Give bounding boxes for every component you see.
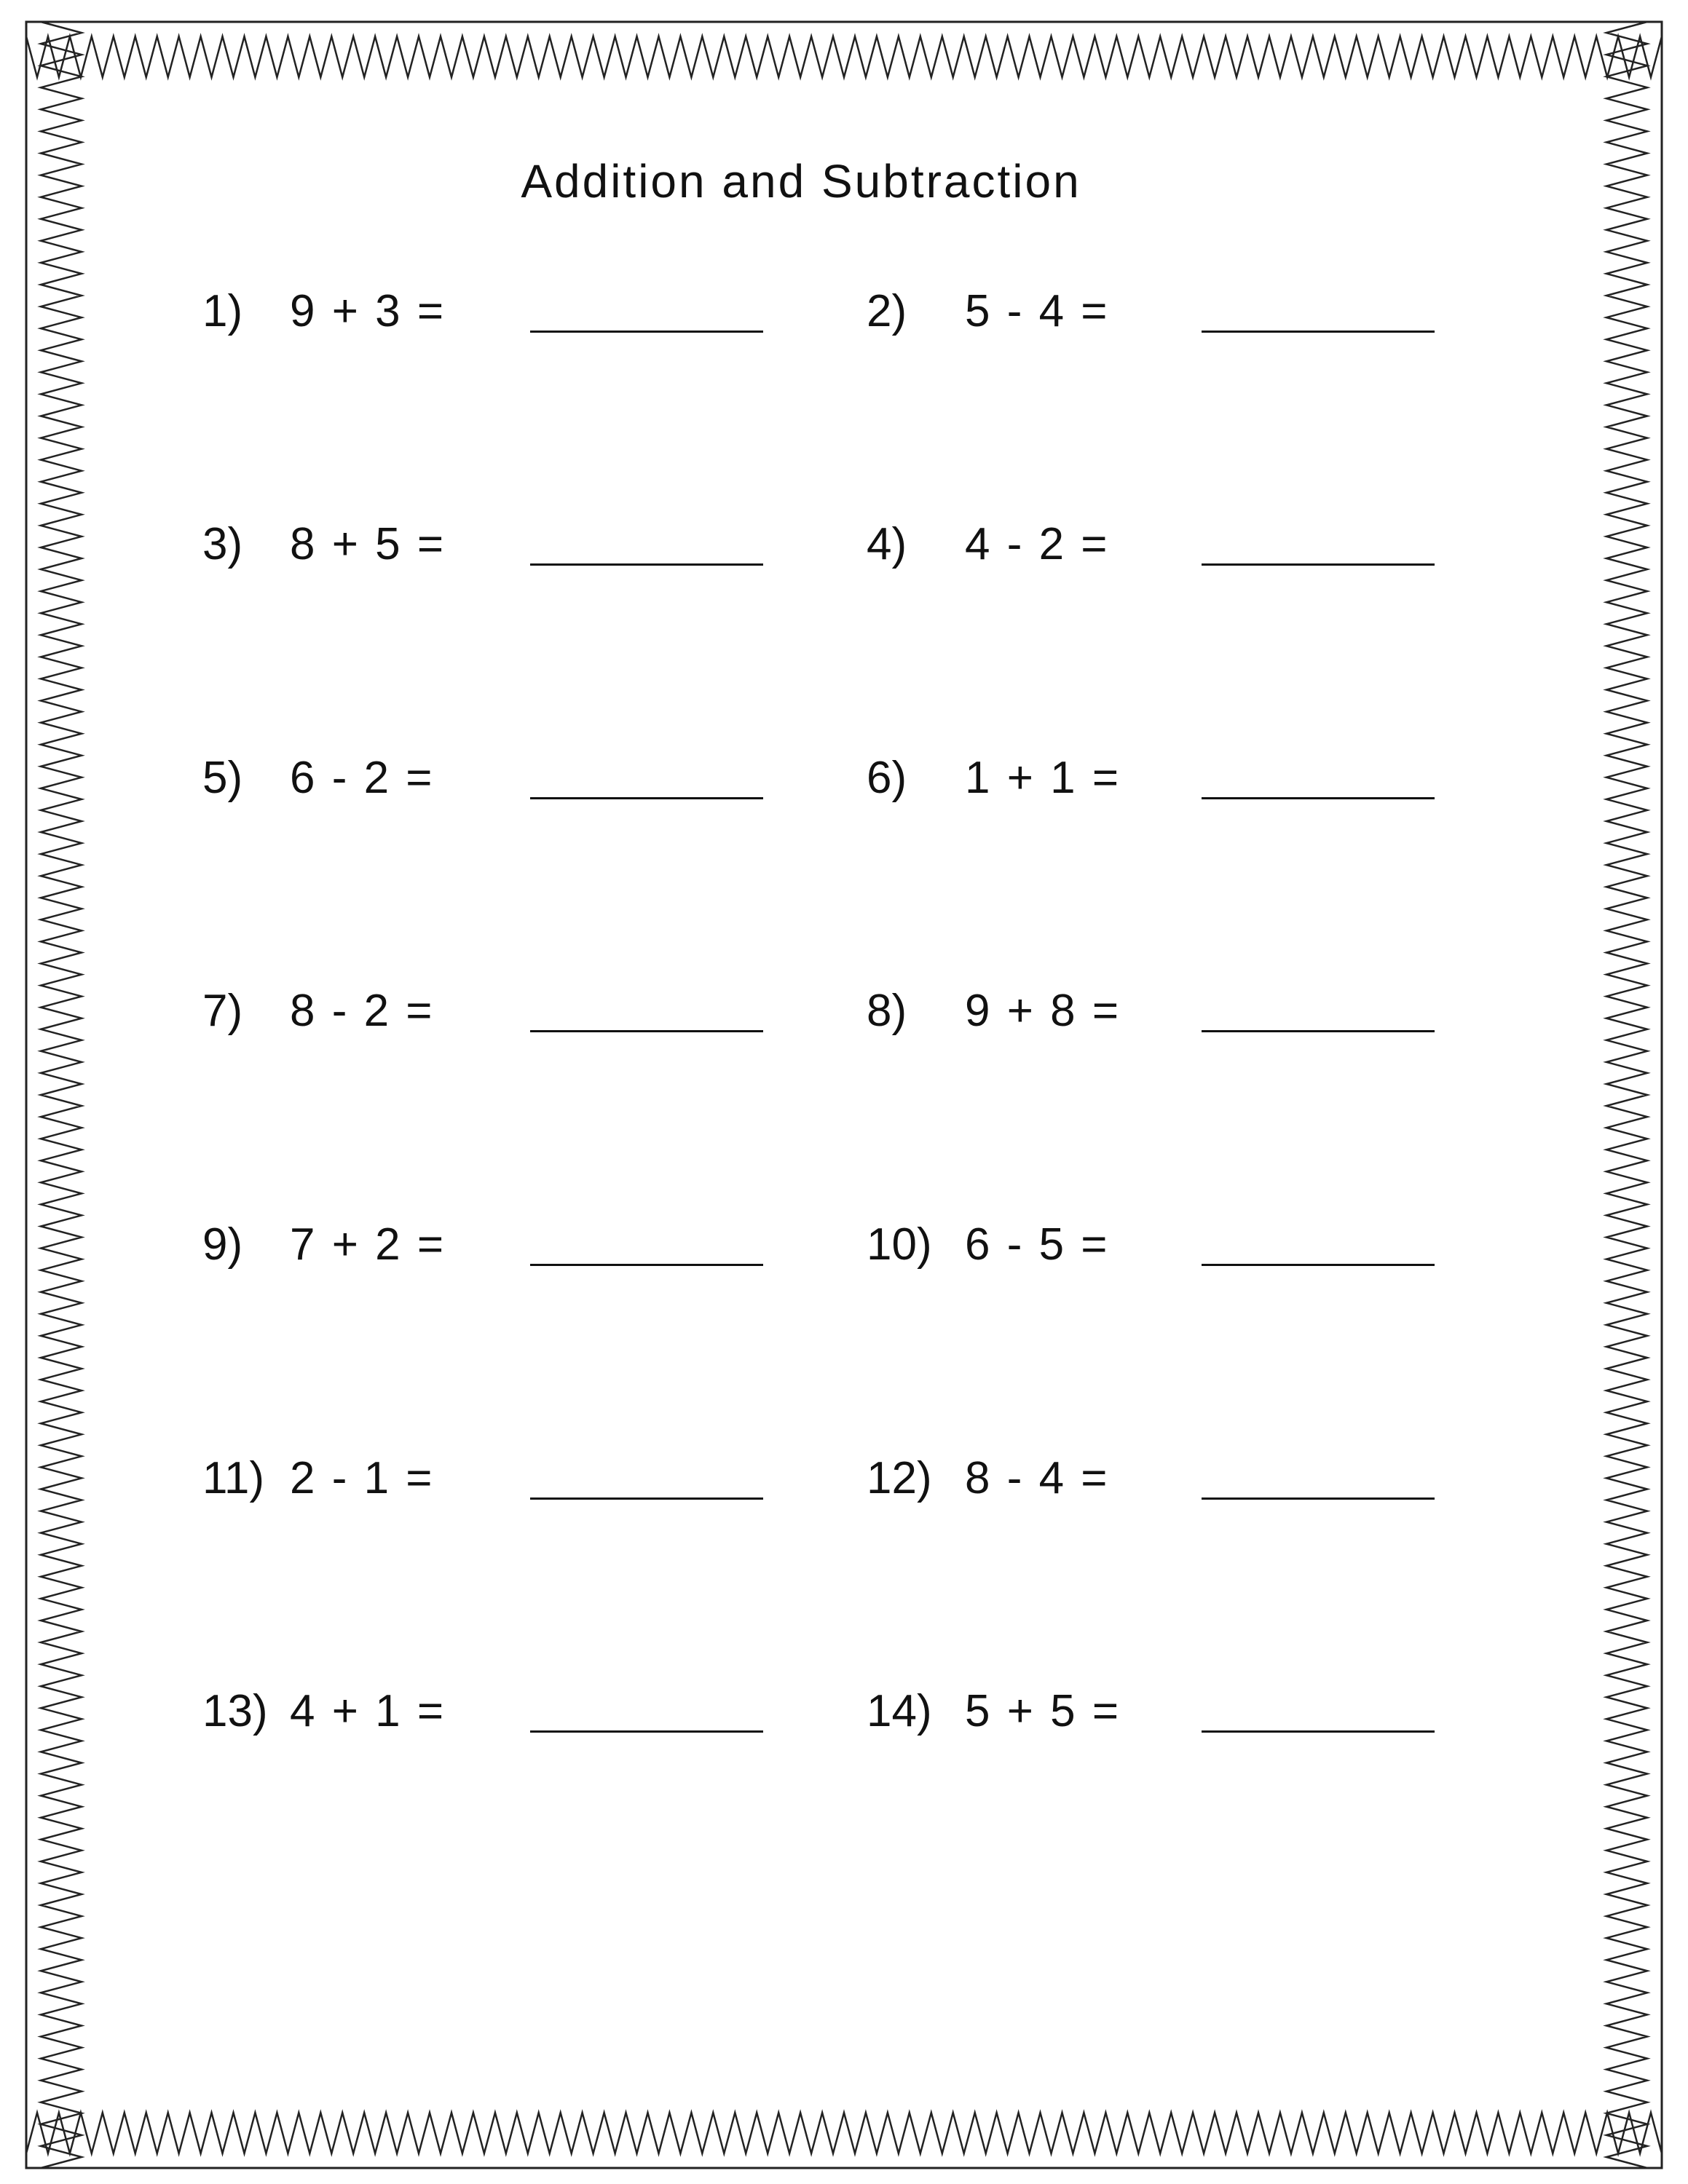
problem-expression: 9 + 3 =	[290, 286, 444, 336]
problem-number: 12)	[867, 1453, 932, 1503]
problem-number: 2)	[867, 286, 907, 336]
problem-number: 4)	[867, 519, 907, 569]
problem-number: 8)	[867, 986, 907, 1036]
problem-expression: 6 - 5 =	[965, 1219, 1108, 1270]
problem-expression: 8 + 5 =	[290, 519, 444, 569]
answer-blank[interactable]	[1202, 797, 1435, 799]
problem-expression: 8 - 2 =	[290, 986, 433, 1036]
problem-expression: 1 + 1 =	[965, 753, 1119, 803]
answer-blank[interactable]	[1202, 563, 1435, 566]
answer-blank[interactable]	[530, 1497, 763, 1500]
answer-blank[interactable]	[530, 797, 763, 799]
answer-blank[interactable]	[530, 331, 763, 333]
problem-expression: 9 + 8 =	[965, 986, 1119, 1036]
problem-expression: 4 - 2 =	[965, 519, 1108, 569]
answer-blank[interactable]	[1202, 331, 1435, 333]
answer-blank[interactable]	[530, 563, 763, 566]
problem-number: 3)	[202, 519, 243, 569]
problem-expression: 4 + 1 =	[290, 1686, 444, 1736]
problem-number: 7)	[202, 986, 243, 1036]
problem-number: 6)	[867, 753, 907, 803]
problem-expression: 6 - 2 =	[290, 753, 433, 803]
problem-number: 11)	[202, 1453, 265, 1503]
problem-number: 9)	[202, 1219, 243, 1270]
problem-number: 13)	[202, 1686, 268, 1736]
problem-expression: 5 + 5 =	[965, 1686, 1119, 1736]
problem-number: 14)	[867, 1686, 932, 1736]
answer-blank[interactable]	[1202, 1264, 1435, 1266]
problem-expression: 7 + 2 =	[290, 1219, 444, 1270]
problem-expression: 2 - 1 =	[290, 1453, 433, 1503]
problem-expression: 8 - 4 =	[965, 1453, 1108, 1503]
answer-blank[interactable]	[1202, 1030, 1435, 1032]
answer-blank[interactable]	[530, 1730, 763, 1733]
problem-number: 10)	[867, 1219, 932, 1270]
problem-expression: 5 - 4 =	[965, 286, 1108, 336]
answer-blank[interactable]	[530, 1264, 763, 1266]
worksheet-title: Addition and Subtraction	[521, 155, 1081, 207]
answer-blank[interactable]	[530, 1030, 763, 1032]
answer-blank[interactable]	[1202, 1497, 1435, 1500]
answer-blank[interactable]	[1202, 1730, 1435, 1733]
problem-number: 5)	[202, 753, 243, 803]
problem-number: 1)	[202, 286, 243, 336]
